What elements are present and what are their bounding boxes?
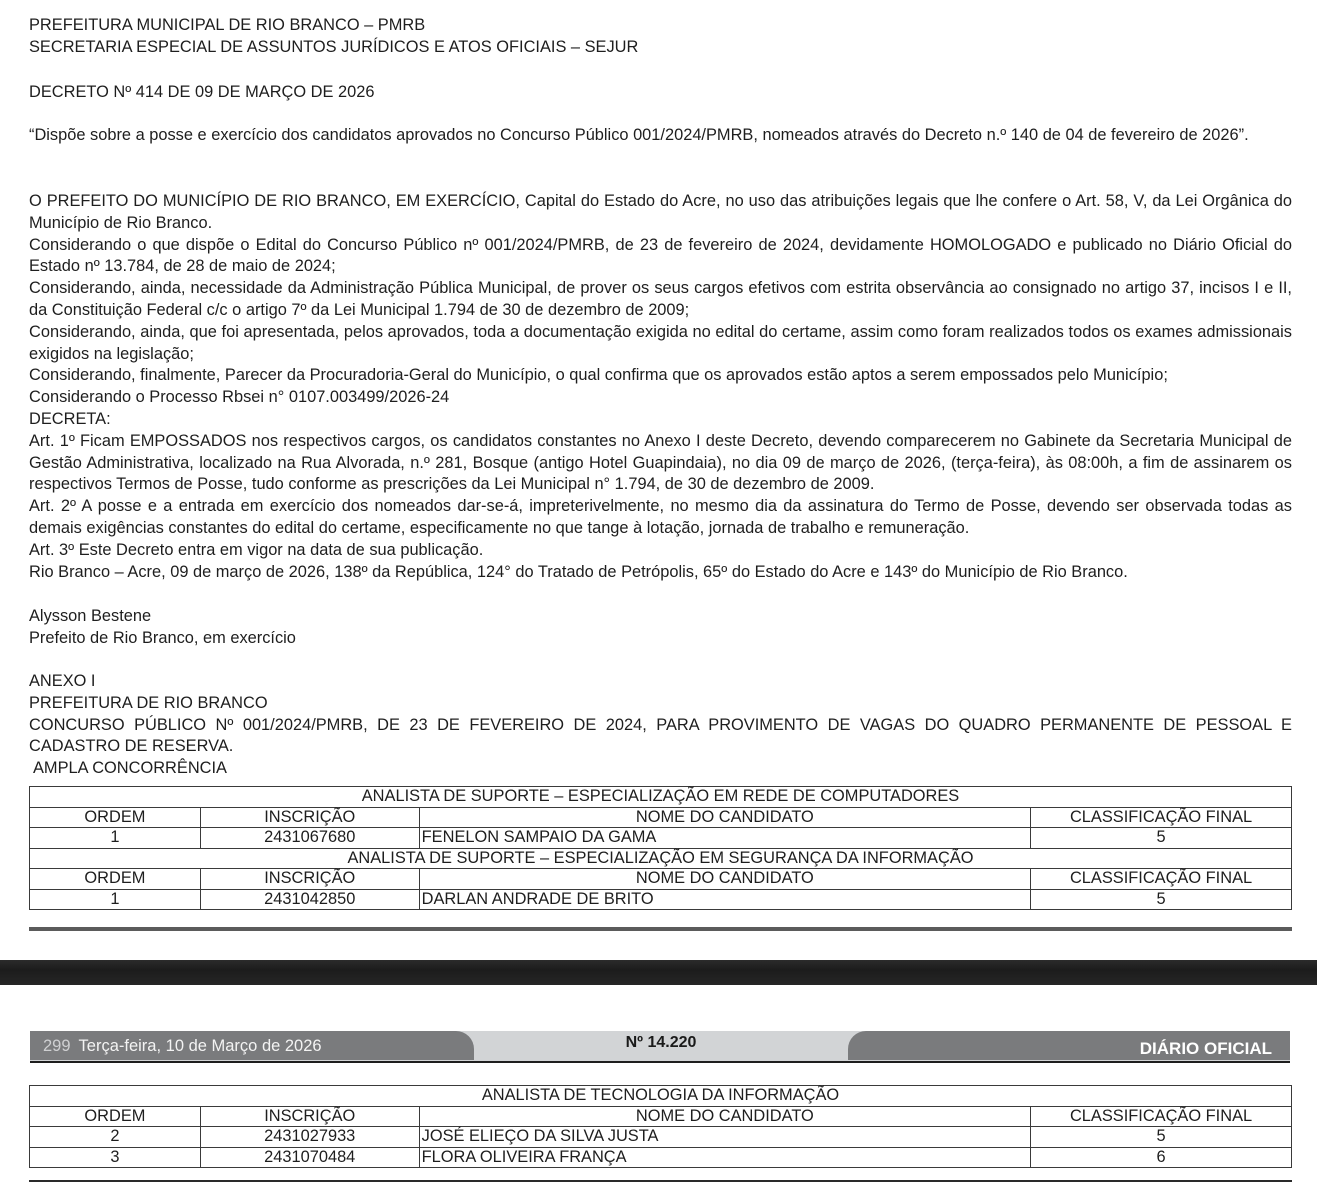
col-header-nome: NOME DO CANDIDATO [419, 807, 1030, 828]
cell-classificacao: 5 [1031, 889, 1292, 910]
col-header-inscricao: INSCRIÇÃO [200, 1106, 419, 1127]
cell-inscricao: 2431042850 [200, 889, 419, 910]
annex-category: AMPLA CONCORRÊNCIA [33, 759, 227, 778]
decree-body [29, 191, 1292, 583]
considering-paragraph: Considerando, ainda, que foi apresentada, pelos aprovados, toda a documentação exigida no edital do certame, assim como foram realizados todos os exames admissionais exigidos na legislação; [29, 322, 1292, 363]
considering-paragraph: Considerando, finalmente, Parecer da Procuradoria-Geral do Município, o qual confirma que os aprovados estão aptos a serem empossados pelo Município; [29, 366, 1168, 385]
position-title: ANALISTA DE SUPORTE – ESPECIALIZAÇÃO EM REDE DE COMPUTADORES [30, 787, 1292, 808]
preamble-paragraph: O PREFEITO DO MUNICÍPIO DE RIO BRANCO, EM EXERCÍCIO, Capital do Estado do Acre, no uso das atribuições legais que lhe confere o Art. 58, V, da Lei Orgânica do Município de Rio Branco. [29, 192, 1292, 232]
annex-org: PREFEITURA DE RIO BRANCO [29, 693, 268, 712]
column-header-row [30, 1106, 1292, 1127]
table-row [30, 1147, 1292, 1168]
cell-nome: FLORA OLIVEIRA FRANÇA [419, 1147, 1030, 1168]
gazette-edition: Nº 14.220 [625, 1034, 697, 1051]
col-header-ordem: ORDEM [30, 807, 201, 828]
decree-ementa-block [29, 125, 1292, 147]
col-header-classificacao: CLASSIFICAÇÃO FINAL [1031, 807, 1292, 828]
header-secretariat-line: SECRETARIA ESPECIAL DE ASSUNTOS JURÍDICOS E ATOS OFICIAIS – SEJUR [29, 37, 639, 56]
decree-title: DECRETO Nº 414 DE 09 DE MARÇO DE 2026 [29, 83, 375, 101]
col-header-classificacao: CLASSIFICAÇÃO FINAL [1031, 1106, 1292, 1127]
col-header-inscricao: INSCRIÇÃO [200, 869, 419, 890]
position-row [30, 848, 1292, 869]
page-number: 299 [43, 1037, 71, 1055]
cell-inscricao: 2431067680 [200, 828, 419, 849]
cell-nome: DARLAN ANDRADE DE BRITO [419, 889, 1030, 910]
cell-inscricao: 2431027933 [200, 1127, 419, 1148]
document-header [29, 15, 1292, 59]
cell-classificacao: 5 [1031, 1127, 1292, 1148]
decree-ementa: “Dispõe sobre a posse e exercício dos candidatos aprovados no Concurso Público 001/2024/PMRB, nomeados através do Decreto n.º 140 de 04 de fevereiro de 2026”. [29, 126, 1249, 144]
signatory-role: Prefeito de Rio Branco, em exercício [29, 628, 296, 647]
position-row [30, 787, 1292, 808]
header-org-line: PREFEITURA MUNICIPAL DE RIO BRANCO – PMRB [29, 16, 426, 34]
col-header-nome: NOME DO CANDIDATO [419, 1106, 1030, 1127]
considering-paragraph: Considerando, ainda, necessidade da Administração Pública Municipal, de prover os seus cargos efetivos com estrita observância ao consignado no artigo 37, incisos I e II, da Constituição Federal c/c o artigo 7º da Lei Municipal 1.794 de 30 de dezembro de 2009; [29, 279, 1292, 319]
considering-paragraph: Considerando o que dispõe o Edital do Concurso Público nº 001/2024/PMRB, de 23 de fevereiro de 2024, devidamente HOMOLOGADO e publicado no Diário Oficial do Estado nº 13.784, de 28 de maio de 2024; [29, 235, 1292, 276]
column-header-row [30, 869, 1292, 890]
col-header-inscricao: INSCRIÇÃO [200, 807, 419, 828]
article-2: Art. 2º A posse e a entrada em exercício dos nomeados dar-se-á, impreterivelmente, no mesmo dia da assinatura do Termo de Posse, devendo ser observada todas as demais exigências constantes do edital do certame, especificamente no que tange à lotação, jornada de trabalho e remuneração. [29, 497, 1292, 537]
table-row [30, 828, 1292, 849]
section-divider [29, 927, 1292, 931]
section-divider [29, 1180, 1292, 1182]
gazette-header-left [30, 1031, 474, 1060]
col-header-classificacao: CLASSIFICAÇÃO FINAL [1031, 869, 1292, 890]
annex-title: ANEXO I [29, 672, 96, 690]
decreta-heading: DECRETA: [29, 409, 111, 428]
cell-ordem: 1 [30, 828, 201, 849]
article-1: Art. 1º Ficam EMPOSSADOS nos respectivos cargos, os candidatos constantes no Anexo I deste Decreto, devendo comparecerem no Gabinete da Secretaria Municipal de Gestão Administrativa, localizado na Rua Alvorada, n.º 281, Bosque (antigo Hotel Guapindaia), no dia 09 de março de 2026, (terça-feira), às 08:00h, a fim de assinarem os respectivos Termos de Posse, tudo conforme as prescrições da Lei Municipal n° 1.794, de 30 de dezembro de 2009. [29, 431, 1292, 494]
position-title: ANALISTA DE SUPORTE – ESPECIALIZAÇÃO EM SEGURANÇA DA INFORMAÇÃO [30, 848, 1292, 869]
col-header-ordem: ORDEM [30, 1106, 201, 1127]
col-header-ordem: ORDEM [30, 869, 201, 890]
cell-inscricao: 2431070484 [200, 1147, 419, 1168]
cell-nome: JOSÉ ELIEÇO DA SILVA JUSTA [419, 1127, 1030, 1148]
position-row [30, 1086, 1292, 1107]
cell-classificacao: 6 [1031, 1147, 1292, 1168]
gazette-publication-name: DIÁRIO OFICIAL [848, 1031, 1290, 1060]
gazette-page-header [30, 1031, 1290, 1061]
table-row [30, 889, 1292, 910]
ranking-table [29, 786, 1292, 910]
cell-ordem: 1 [30, 889, 201, 910]
column-header-row [30, 807, 1292, 828]
col-header-nome: NOME DO CANDIDATO [419, 869, 1030, 890]
gazette-header-underline [30, 1061, 1290, 1063]
cell-ordem: 2 [30, 1127, 201, 1148]
annex-contest: CONCURSO PÚBLICO Nº 001/2024/PMRB, DE 23 DE FEVEREIRO DE 2024, PARA PROVIMENTO DE VAGAS DO QUADRO PERMANENTE DE PESSOAL E CADASTRO DE RESERVA. [29, 715, 1292, 756]
signature-block [29, 606, 1292, 650]
position-title: ANALISTA DE TECNOLOGIA DA INFORMAÇÃO [30, 1086, 1292, 1107]
decree-title-block [29, 82, 1292, 104]
cell-ordem: 3 [30, 1147, 201, 1168]
cell-nome: FENELON SAMPAIO DA GAMA [419, 828, 1030, 849]
signatory-name: Alysson Bestene [29, 607, 152, 625]
place-and-date: Rio Branco – Acre, 09 de março de 2026, 138º da República, 124° do Tratado de Petrópolis, 65º do Estado do Acre e 143º do Município de Rio Branco. [29, 562, 1128, 581]
page-break-bar [0, 960, 1317, 985]
annex-header [29, 671, 1292, 780]
table-row [30, 1127, 1292, 1148]
cell-classificacao: 5 [1031, 828, 1292, 849]
ranking-table [29, 1085, 1292, 1168]
gazette-date: Terça-feira, 10 de Março de 2026 [78, 1037, 322, 1055]
considering-paragraph: Considerando o Processo Rbsei n° 0107.003499/2026-24 [29, 388, 450, 407]
article-3: Art. 3º Este Decreto entra em vigor na data de sua publicação. [29, 540, 484, 559]
